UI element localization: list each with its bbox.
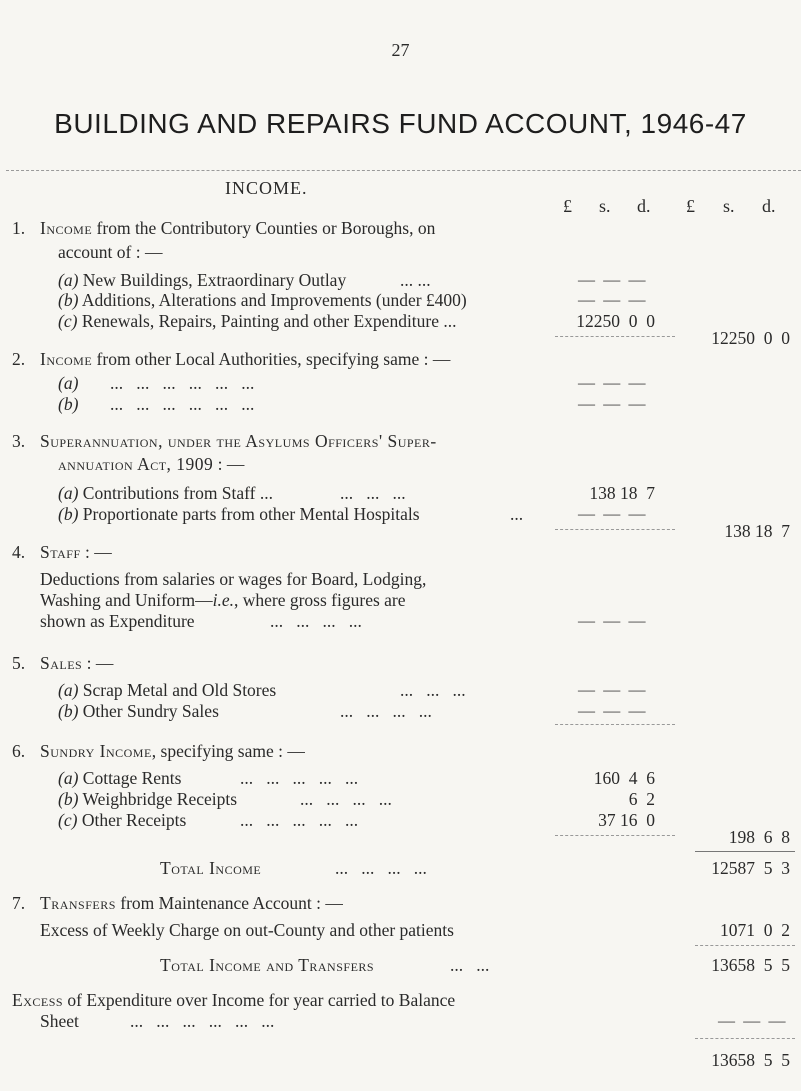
- item-number: 2.: [12, 349, 26, 369]
- item-5b-amount: — — —: [578, 701, 648, 720]
- page-title: BUILDING AND REPAIRS FUND ACCOUNT, 1946-47: [54, 108, 747, 139]
- total-rule: [695, 945, 795, 946]
- item-5a-label: (a) Scrap Metal and Old Stores: [58, 680, 277, 700]
- item-5-label: Sales : —: [40, 653, 114, 673]
- excess-label: Excess of Expenditure over Income for year carried to Balance: [12, 990, 456, 1010]
- grand-total-rule: [695, 1038, 795, 1039]
- col2-shillings-heading: s.: [723, 196, 735, 216]
- item-6-label: Sundry Income, specifying same : —: [40, 741, 305, 761]
- leader-dots: ... ... ...: [400, 680, 466, 700]
- total-transfers-label: Total Income and Transfers: [160, 955, 375, 975]
- item-6c-label: (c) Other Receipts: [58, 810, 187, 830]
- total-rule: [695, 851, 795, 852]
- leader-dots: ... ... ... ...: [340, 701, 432, 721]
- item-1b-amount: — — —: [578, 290, 648, 309]
- col1-shillings-heading: s.: [599, 196, 611, 216]
- item-6a-label: (a) Cottage Rents: [58, 768, 182, 788]
- item-number: 1.: [12, 218, 26, 238]
- total-income-label: Total Income: [160, 858, 262, 878]
- col1-pence-heading: d.: [637, 196, 651, 216]
- item-6a-amount: 160 4 6: [593, 768, 655, 788]
- leader-dots: ... ... ... ... ...: [240, 768, 359, 788]
- leader-dots: ... ... ... ...: [335, 858, 427, 878]
- leader-dots: ... ... ... ... ... ...: [130, 1011, 275, 1031]
- leader-dots: ... ... ...: [340, 483, 406, 503]
- item-4-description-line2: Washing and Uniform—i.e., where gross figures are: [40, 590, 406, 610]
- excess-amount: — — —: [718, 1011, 788, 1030]
- item-number: 5.: [12, 653, 26, 673]
- item-number: 3.: [12, 431, 26, 451]
- leader-dots: ... ... ... ...: [270, 611, 362, 631]
- item-6b-amount: 6 2: [628, 789, 655, 809]
- item-1a-amount: — — —: [578, 270, 648, 289]
- item-4-label: Staff : —: [40, 542, 112, 562]
- sum-rule: [555, 724, 675, 725]
- total-income-amount: 12587 5 3: [711, 858, 790, 878]
- item-4-description-line3: shown as Expenditure: [40, 611, 195, 631]
- col1-pound-heading: £: [563, 196, 572, 216]
- item-5a-amount: — — —: [578, 680, 648, 699]
- item-2b-label: (b): [58, 394, 79, 414]
- total-transfers-amount: 13658 5 5: [711, 955, 790, 975]
- leader-dots: ... ... ... ... ...: [240, 810, 359, 830]
- item-6c-amount: 37 16 0: [598, 810, 655, 830]
- item-2a-amount: — — —: [578, 373, 648, 392]
- item-2b-amount: — — —: [578, 394, 648, 413]
- leader-dots: ... ... ... ... ... ...: [110, 373, 255, 393]
- item-7-label: Transfers from Maintenance Account : —: [40, 893, 343, 913]
- leader-dots: ... ...: [450, 955, 490, 975]
- page-number: 27: [391, 40, 410, 60]
- item-1-total: 12250 0 0: [711, 328, 790, 348]
- grand-total-amount: 13658 5 5: [711, 1050, 790, 1070]
- leader-dots: ... ... ... ...: [300, 789, 392, 809]
- item-number: 4.: [12, 542, 26, 562]
- sum-rule: [555, 835, 675, 836]
- item-number: 7.: [12, 893, 26, 913]
- item-4-description-line1: Deductions from salaries or wages for Board, Lodging,: [40, 569, 427, 589]
- item-3a-amount: 138 18 7: [589, 483, 655, 503]
- item-1c-label: (c) Renewals, Repairs, Painting and other Expenditure ...: [58, 311, 457, 331]
- item-6b-label: (b) Weighbridge Receipts: [58, 789, 238, 809]
- item-4-amount: — — —: [578, 611, 648, 630]
- leader-dots: ... ... ... ... ... ...: [110, 394, 255, 414]
- item-number: 6.: [12, 741, 26, 761]
- item-1-label-continued: account of : —: [58, 242, 163, 262]
- item-1b-label: (b) Additions, Alterations and Improvements (under £400): [58, 290, 467, 310]
- item-2a-label: (a): [58, 373, 79, 393]
- item-3-total: 138 18 7: [724, 521, 790, 541]
- col2-pence-heading: d.: [762, 196, 776, 216]
- item-5b-label: (b) Other Sundry Sales: [58, 701, 219, 721]
- leader-dots: ...: [510, 504, 524, 524]
- excess-label-continued: Sheet: [40, 1011, 79, 1031]
- item-2-label: Income from other Local Authorities, specifying same : —: [40, 349, 451, 369]
- section-heading: INCOME.: [225, 178, 308, 198]
- sum-rule: [555, 529, 675, 530]
- item-7-amount: 1071 0 2: [720, 920, 790, 940]
- item-7-description: Excess of Weekly Charge on out-County and other patients: [40, 920, 454, 940]
- sum-rule: [555, 336, 675, 337]
- item-3b-amount: — — —: [578, 504, 648, 523]
- col2-pound-heading: £: [686, 196, 695, 216]
- item-3-label: Superannuation, under the Asylums Officers' Super-: [40, 431, 437, 451]
- item-3-label-continued: annuation Act, 1909 : —: [58, 454, 245, 474]
- item-3b-label: (b) Proportionate parts from other Mental Hospitals: [58, 504, 420, 524]
- item-1c-amount: 12250 0 0: [576, 311, 655, 331]
- item-1a-label: (a) New Buildings, Extraordinary Outlay: [58, 270, 347, 290]
- item-1-label: Income from the Contributory Counties or Boroughs, on: [40, 218, 436, 238]
- item-3a-label: (a) Contributions from Staff ...: [58, 483, 274, 503]
- title-divider: [6, 170, 801, 171]
- item-6-total: 198 6 8: [728, 827, 790, 847]
- leader-dots: ... ...: [400, 270, 431, 290]
